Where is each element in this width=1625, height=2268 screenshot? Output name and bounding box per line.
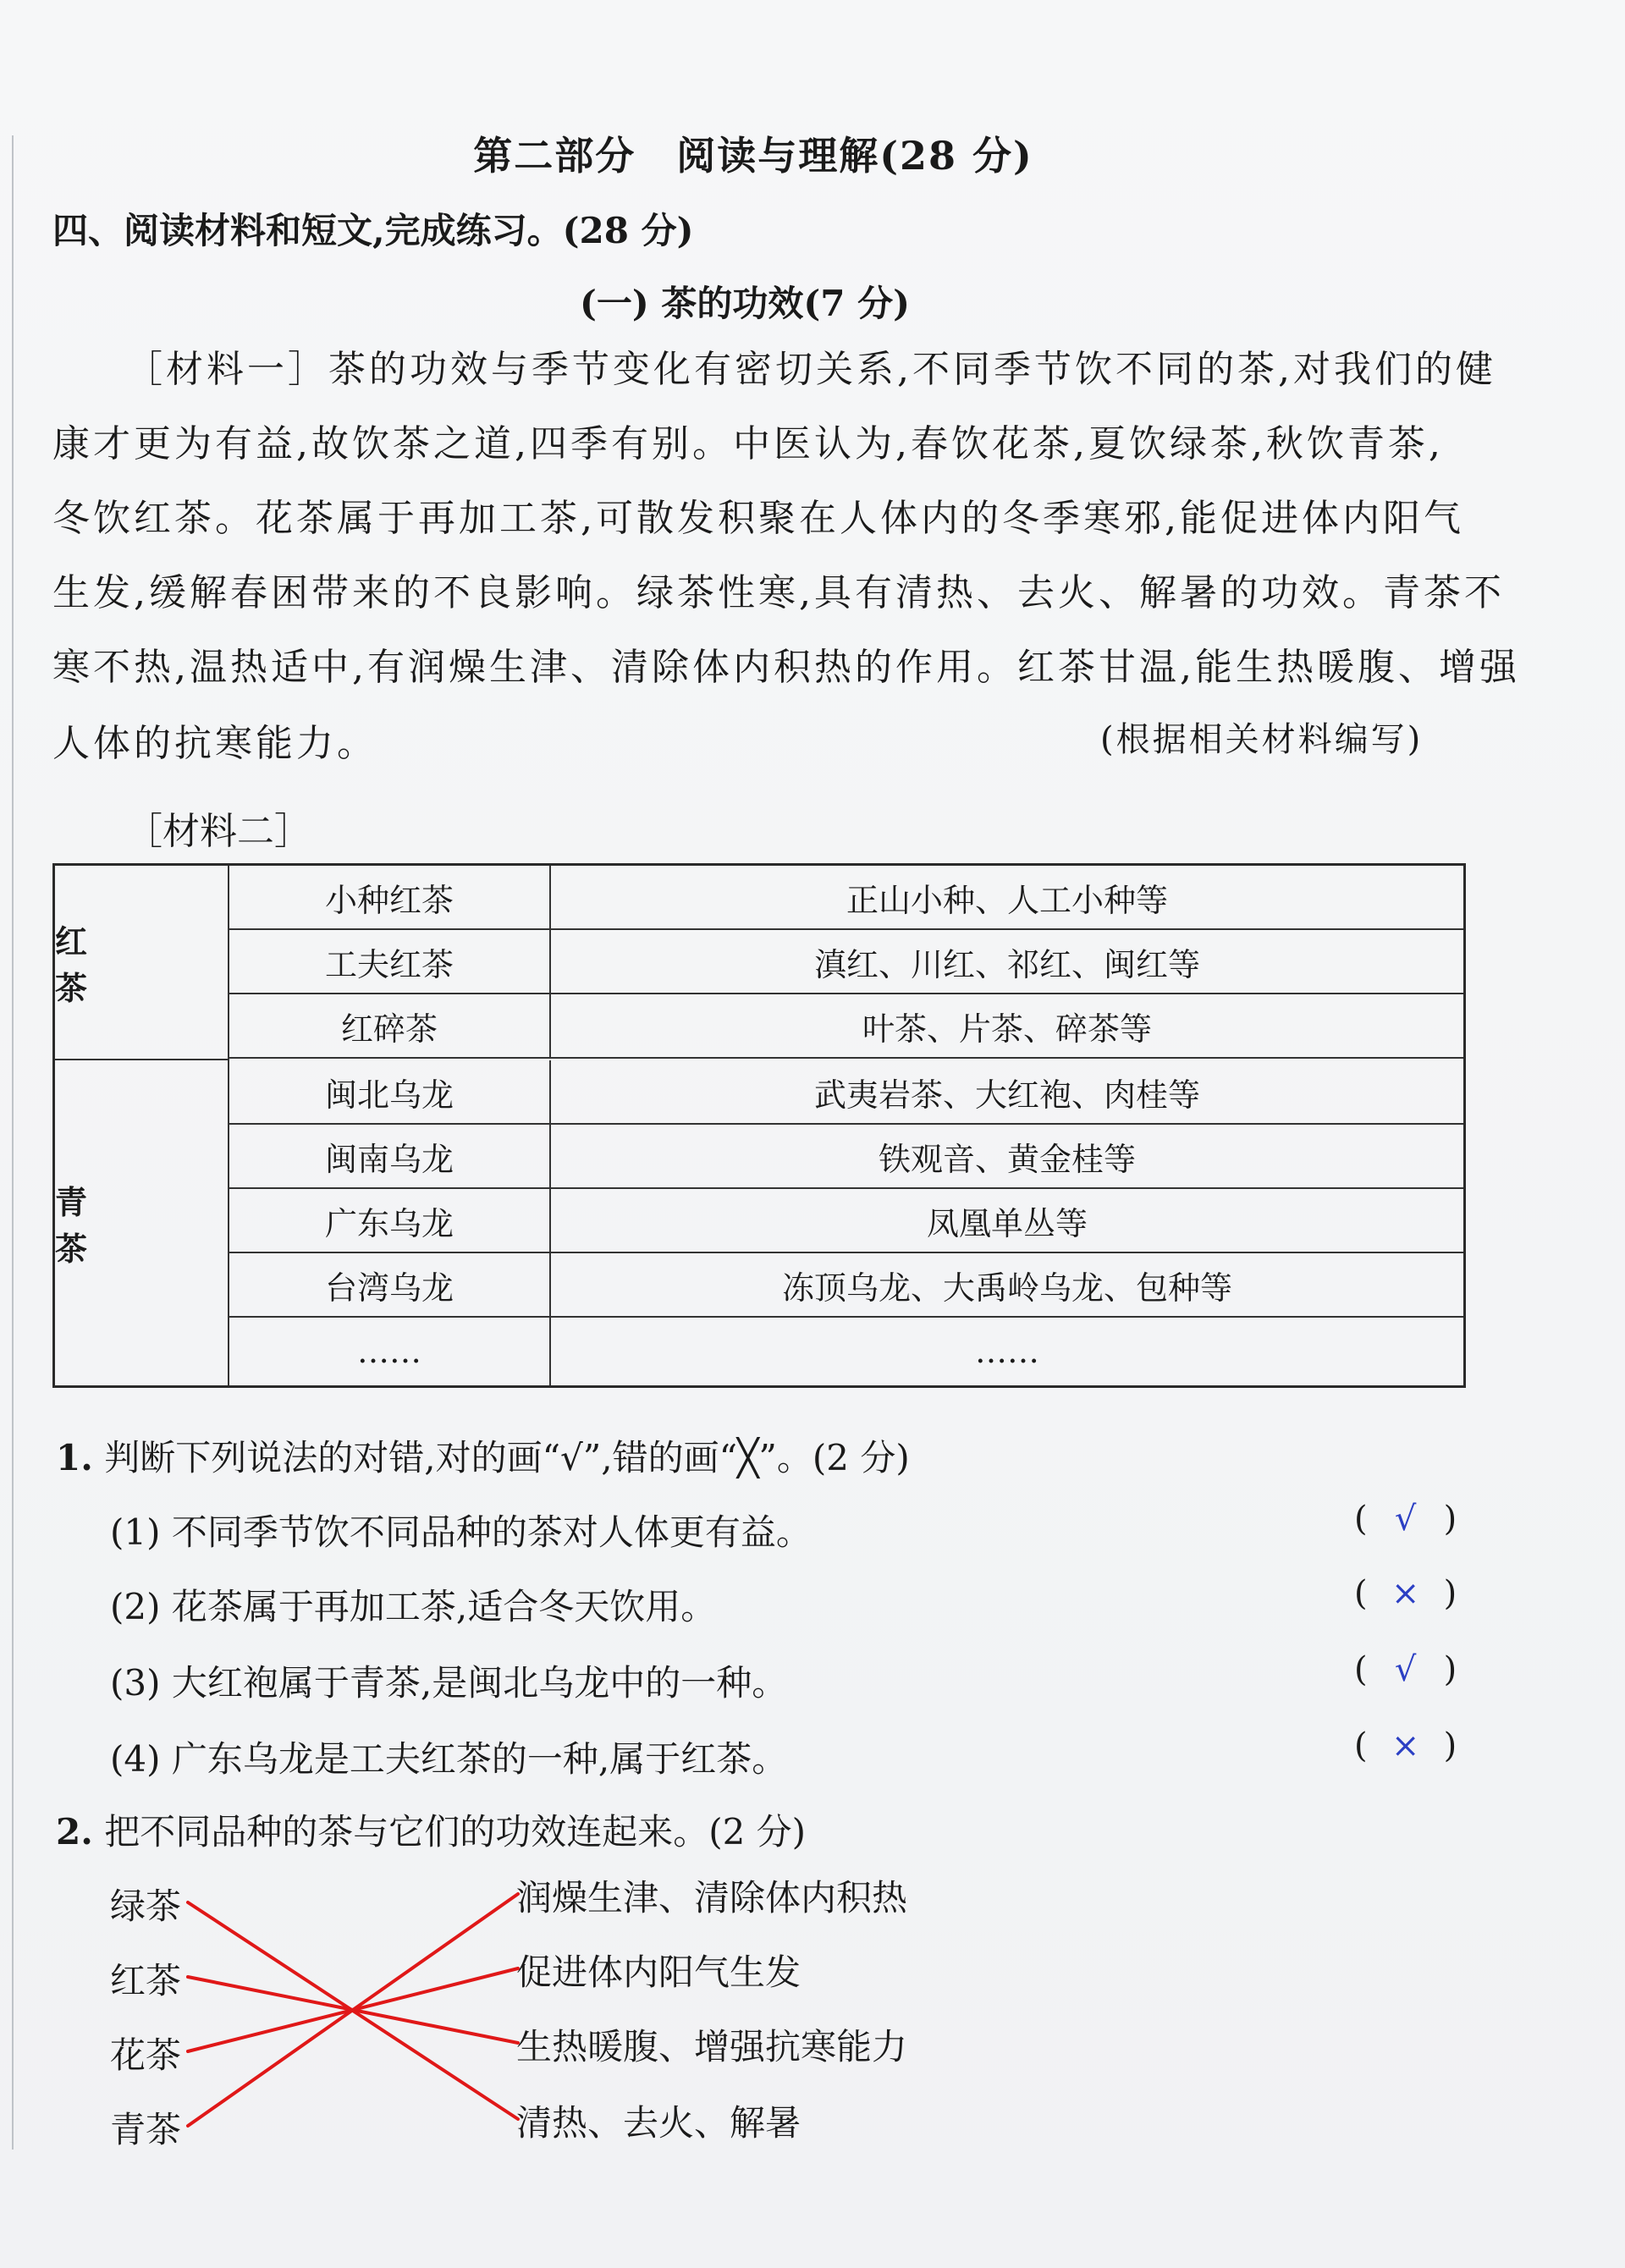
category-cell-black-tea: 红 茶: [55, 866, 229, 1059]
check-mark: √: [1394, 1650, 1417, 1689]
material-one-line: 冬饮红茶。花茶属于再加工茶,可散发积聚在人体内的冬季寒邪,能促进体内阳气: [52, 497, 1464, 540]
examples-cell: 武夷岩茶、大红袍、肉桂等: [813, 1076, 1200, 1114]
category-cell-oolong-tea: 青 茶: [55, 1060, 229, 1385]
examples-cell: ……: [975, 1333, 1039, 1370]
paren-open: (: [1354, 1650, 1368, 1689]
material-one-source: (根据相关材料编写): [1100, 720, 1424, 759]
section-title: 四、阅读材料和短文,完成练习。(28 分): [52, 210, 694, 251]
material-one-line: 康才更为有益,故饮茶之道,四季有别。中医认为,春饮花茶,夏饮绿茶,秋饮青茶,: [52, 422, 1444, 465]
judgement-statement: (3) 大红袍属于青茶,是闽北乌龙中的一种。: [110, 1662, 788, 1704]
judgement-statement: (1) 不同季节饮不同品种的茶对人体更有益。: [110, 1511, 812, 1553]
variety-cell: ……: [229, 1318, 551, 1385]
judgement-statement: (4) 广东乌龙是工夫红茶的一种,属于红茶。: [110, 1738, 788, 1780]
paren-open: (: [1354, 1574, 1368, 1613]
material-one-line: ［材料一］茶的功效与季节变化有密切关系,不同季节饮不同的茶,对我们的健: [125, 348, 1496, 391]
connection-line: [188, 1894, 518, 2126]
variety-cell: 广东乌龙: [229, 1189, 551, 1252]
paren-close: ): [1443, 1500, 1457, 1539]
cross-mark: ×: [1391, 1574, 1420, 1613]
part-title: 第二部分 阅读与理解(28 分): [473, 133, 1033, 179]
match-right-item: 清热、去火、解暑: [516, 2102, 801, 2144]
match-left-item: 青茶: [110, 2109, 182, 2150]
variety-cell: 闽北乌龙: [229, 1060, 551, 1123]
match-left-item: 红茶: [110, 1960, 182, 2001]
paren-close: ): [1443, 1726, 1457, 1765]
paren-close: ): [1443, 1650, 1457, 1689]
variety-cell: 小种红茶: [229, 866, 551, 928]
subsection-title: (一) 茶的功效(7 分): [580, 283, 910, 324]
examples-cell: 冻顶乌龙、大禹岭乌龙、包种等: [781, 1269, 1232, 1307]
match-left-item: 绿茶: [110, 1885, 182, 1927]
variety-cell: 台湾乌龙: [229, 1253, 551, 1316]
material-one-line: 寒不热,温热适中,有润燥生津、清除体内积热的作用。红茶甘温,能生热暖腹、增强: [52, 646, 1520, 689]
judgement-statement: (2) 花茶属于再加工茶,适合冬天饮用。: [110, 1586, 717, 1627]
question-number: 2.: [56, 1811, 93, 1852]
paren-open: (: [1354, 1500, 1368, 1539]
paren-close: ): [1443, 1574, 1457, 1613]
variety-cell: 红碎茶: [229, 994, 551, 1057]
question-number: 1.: [56, 1437, 93, 1478]
examples-cell: 铁观音、黄金桂等: [878, 1140, 1136, 1178]
examples-cell: 叶茶、片茶、碎茶等: [862, 1010, 1152, 1048]
material-one-line: 人体的抗寒能力。: [52, 722, 377, 765]
question-text: 把不同品种的茶与它们的功效连起来。(2 分): [104, 1811, 807, 1852]
examples-cell: 滇红、川红、祁红、闽红等: [813, 945, 1200, 983]
variety-cell: 闽南乌龙: [229, 1125, 551, 1187]
paren-open: (: [1354, 1726, 1368, 1765]
match-right-item: 润燥生津、清除体内积热: [516, 1877, 908, 1918]
examples-cell: 凤凰单丛等: [926, 1204, 1088, 1242]
match-right-item: 促进体内阳气生发: [516, 1951, 801, 1993]
question-text: 判断下列说法的对错,对的画“√”,错的画“╳”。(2 分): [104, 1437, 910, 1478]
cross-mark: ×: [1391, 1726, 1420, 1765]
match-left-item: 花茶: [110, 2034, 182, 2076]
examples-cell: 正山小种、人工小种等: [846, 881, 1168, 919]
match-right-item: 生热暖腹、增强抗寒能力: [516, 2026, 908, 2067]
material-one-line: 生发,缓解春困带来的不良影响。绿茶性寒,具有清热、去火、解暑的功效。青茶不: [52, 571, 1505, 614]
variety-cell: 工夫红茶: [229, 930, 551, 993]
check-mark: √: [1394, 1500, 1417, 1539]
material-two-label: ［材料二］: [125, 810, 311, 853]
